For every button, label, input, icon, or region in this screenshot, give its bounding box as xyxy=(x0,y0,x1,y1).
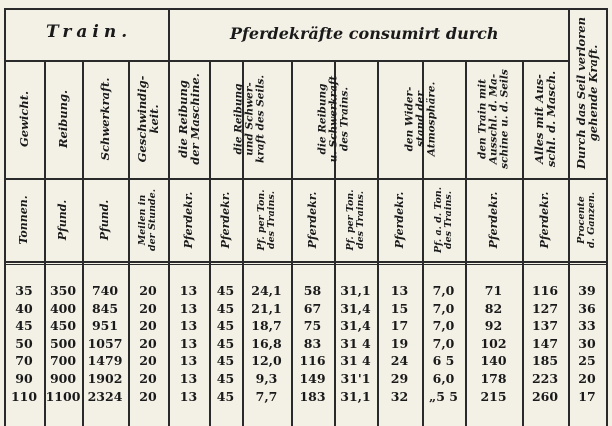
table-cell: 13 xyxy=(179,283,198,298)
table-cell: 45 xyxy=(216,388,235,404)
table-cell: 450 xyxy=(49,318,77,334)
table-cell: 24 xyxy=(390,353,409,369)
column-heading-6: die Reibung und Schwer- kraft des Seils. xyxy=(232,74,267,164)
table-cell: 17 xyxy=(578,388,596,404)
table-cell: 1479 xyxy=(87,353,123,369)
table-cell: 45 xyxy=(15,318,33,334)
column-heading-1: Gewicht. xyxy=(16,90,31,148)
table-cell: 45 xyxy=(216,283,235,298)
table-cell: 137 xyxy=(531,318,559,334)
table-cell: 147 xyxy=(531,335,559,351)
table-cell: 30 xyxy=(578,335,596,351)
table-cell: 82 xyxy=(484,300,503,316)
table-cell: 7,7 xyxy=(255,388,278,404)
rule-line xyxy=(291,60,293,426)
table-cell: 183 xyxy=(299,388,326,404)
unit-heading-4: Meilen in der Stunde. xyxy=(137,188,158,252)
column-heading-11: Durch das Seil verloren gehende Kraft. xyxy=(573,17,600,169)
table-cell: 21,1 xyxy=(251,300,282,316)
table-cell: 178 xyxy=(480,371,507,386)
table-cell: 140 xyxy=(480,353,507,369)
table-cell: 32 xyxy=(390,388,409,404)
table-cell: 31,4 xyxy=(340,300,371,316)
column-heading-8: den Wider- stand der Atmosphäre. xyxy=(403,81,438,157)
rule-line xyxy=(377,60,379,426)
table-cell: 951 xyxy=(91,318,119,334)
table-cell: 45 xyxy=(216,335,235,351)
table-cell: 149 xyxy=(299,371,326,386)
table-cell: 13 xyxy=(179,371,198,386)
table-cell: 31'1 xyxy=(340,371,371,386)
table-cell: 20 xyxy=(139,371,157,386)
table-cell: 35 xyxy=(15,283,33,298)
table-cell: 13 xyxy=(179,318,198,334)
table-cell: 16,8 xyxy=(251,335,282,351)
table-cell: 116 xyxy=(299,353,326,369)
table-cell: 13 xyxy=(390,283,409,298)
table-cell: 1100 xyxy=(45,388,81,404)
table-cell: 127 xyxy=(531,300,559,316)
rule-line xyxy=(465,60,467,426)
table-cell: 33 xyxy=(578,318,596,334)
column-heading-4: Geschwindig- keit. xyxy=(134,75,161,163)
table-cell: 13 xyxy=(179,353,198,369)
table-cell: 50 xyxy=(15,335,33,351)
table-cell: 31,4 xyxy=(340,318,371,334)
table-cell: 500 xyxy=(49,335,77,351)
table-cell: 71 xyxy=(484,283,503,298)
table-cell: 31 4 xyxy=(340,335,371,351)
column-heading-9: den Train mit Ausschl. d. Ma- schine u. d. Seils xyxy=(475,69,511,169)
table-cell: 17 xyxy=(390,318,409,334)
table-cell: 900 xyxy=(49,371,77,386)
table-cell: 70 xyxy=(15,353,33,369)
unit-heading-10: Pferdekr. xyxy=(392,191,406,249)
table-cell: 400 xyxy=(49,300,77,316)
table-cell: 25 xyxy=(578,353,596,369)
column-heading-5: die Reibung der Maschine. xyxy=(175,73,202,165)
table-cell: 29 xyxy=(390,371,409,386)
unit-heading-3: Pfund. xyxy=(98,199,112,241)
table-cell: 45 xyxy=(216,318,235,334)
table-cell: 31 4 xyxy=(340,353,371,369)
unit-heading-5: Pferdekr. xyxy=(181,191,195,249)
rule-line xyxy=(128,60,130,426)
table-cell: 12,0 xyxy=(251,353,282,369)
table-cell: 19 xyxy=(390,335,409,351)
unit-heading-14: Procente d. Ganzen. xyxy=(576,191,597,249)
table-cell: 185 xyxy=(531,353,559,369)
group-header-train: Train. xyxy=(46,22,133,42)
table-cell: 20 xyxy=(139,335,157,351)
table-cell: 6 5 xyxy=(432,353,455,369)
table-cell: 9,3 xyxy=(255,371,278,386)
table-cell: „5 5 xyxy=(429,388,458,404)
table-cell: 13 xyxy=(179,388,198,404)
table-cell: 1057 xyxy=(87,335,123,351)
table-cell: 2324 xyxy=(87,388,123,404)
table-cell: 215 xyxy=(480,388,507,404)
table-cell: 102 xyxy=(480,335,507,351)
rule-line xyxy=(4,261,606,263)
table-cell: 350 xyxy=(49,283,77,298)
unit-heading-13: Pferdekr. xyxy=(538,191,552,249)
table-cell: 20 xyxy=(578,371,596,386)
rule-line xyxy=(4,264,606,265)
table-cell: 223 xyxy=(531,371,559,386)
unit-heading-2: Pfund. xyxy=(56,199,70,241)
rule-line xyxy=(522,60,524,426)
group-header-pferdekraefte: Pferdekräfte consumirt durch xyxy=(230,24,499,43)
table-cell: 110 xyxy=(10,388,38,404)
table-cell: 67 xyxy=(303,300,322,316)
table-cell: 92 xyxy=(484,318,503,334)
unit-heading-8: Pferdekr. xyxy=(305,191,319,249)
table-cell: 75 xyxy=(303,318,322,334)
unit-heading-1: Tonnen. xyxy=(17,195,31,245)
rule-line xyxy=(44,60,46,426)
table-cell: 18,7 xyxy=(251,318,282,334)
table-cell: 83 xyxy=(303,335,322,351)
table-cell: 7,0 xyxy=(432,283,455,298)
table-cell: 20 xyxy=(139,388,157,404)
table-cell: 31,1 xyxy=(340,388,371,404)
column-heading-3: Schwerkraft. xyxy=(97,77,112,161)
table-cell: 90 xyxy=(15,371,33,386)
table-cell: 20 xyxy=(139,353,157,369)
table-cell: 116 xyxy=(531,283,559,298)
table-cell: 700 xyxy=(49,353,77,369)
table-cell: 15 xyxy=(390,300,409,316)
unit-heading-12: Pferdekr. xyxy=(486,191,500,249)
table-cell: 20 xyxy=(139,318,157,334)
table-cell: 36 xyxy=(578,300,596,316)
unit-heading-7: Pf. per Ton. des Trains. xyxy=(255,189,277,251)
table-cell: 260 xyxy=(531,388,559,404)
table-cell: 7,0 xyxy=(432,300,455,316)
table-cell: 740 xyxy=(91,283,119,298)
column-heading-10: Alles mit Aus- schl. d. Masch. xyxy=(531,70,558,168)
table-cell: 845 xyxy=(91,300,119,316)
table-cell: 20 xyxy=(139,300,157,316)
table-cell: 31,1 xyxy=(340,283,371,298)
rule-line xyxy=(4,8,606,10)
table-cell: 40 xyxy=(15,300,33,316)
table-cell: 24,1 xyxy=(251,283,282,298)
table-cell: 45 xyxy=(216,371,235,386)
column-heading-7: die Reibung u. Schwerkraft des Trains. xyxy=(316,75,351,163)
rule-line xyxy=(568,8,570,426)
rule-line xyxy=(4,8,6,426)
table-cell: 13 xyxy=(179,335,198,351)
table-cell: 20 xyxy=(139,283,157,298)
table-cell: 39 xyxy=(578,283,596,298)
table-cell: 58 xyxy=(303,283,322,298)
table-cell: 45 xyxy=(216,300,235,316)
table-cell: 45 xyxy=(216,353,235,369)
rule-line xyxy=(82,60,84,426)
unit-heading-11: Pf. a. d. Ton. des Trains. xyxy=(432,186,454,254)
rule-line xyxy=(4,178,606,180)
table-cell: 1902 xyxy=(87,371,123,386)
column-heading-2: Reibung. xyxy=(55,89,70,149)
table-cell: 13 xyxy=(179,300,198,316)
rule-line xyxy=(606,8,608,426)
unit-heading-6: Pferdekr. xyxy=(218,191,232,249)
rule-line xyxy=(168,8,170,426)
rule-line xyxy=(209,60,211,426)
table-cell: 7,0 xyxy=(432,318,455,334)
table-cell: 7,0 xyxy=(432,335,455,351)
rule-line xyxy=(4,60,568,62)
unit-heading-9: Pf. per Ton. des Trains. xyxy=(344,189,366,251)
table-cell: 6,0 xyxy=(432,371,455,386)
